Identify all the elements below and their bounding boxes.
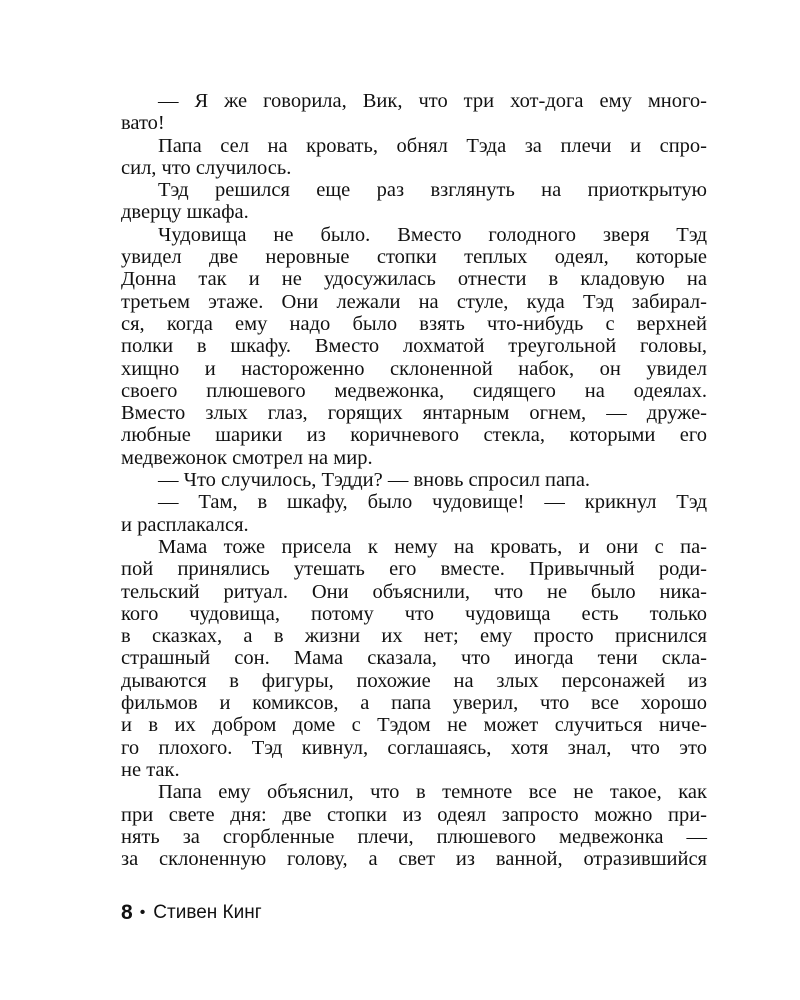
text-line: хищно и настороженно склоненной набок, он увидел	[121, 357, 707, 380]
text-line: — Что случилось, Тэдди? — вновь спросил папа.	[158, 469, 591, 492]
text-line: при свете дня: две стопки из одеял запросто можно при-	[121, 803, 707, 826]
text-line: фильмов и комиксов, а папа уверил, что все хорошо	[121, 692, 707, 715]
text-line: кого чудовища, потому что чудовища есть только	[121, 602, 707, 625]
text-line: ся, когда ему надо было взять что-нибудь с верхней	[121, 312, 707, 335]
text-line: и в их добром доме с Тэдом не может случиться ниче-	[121, 714, 707, 737]
text-line: вато!	[121, 112, 165, 135]
text-line: дываются в фигуры, похожие на злых персонажей из	[121, 669, 707, 692]
text-line: не так.	[121, 758, 180, 781]
text-line: нять за сгорбленные плечи, плюшевого медвежонка —	[121, 825, 707, 848]
page-footer	[121, 901, 262, 925]
text-line: страшный сон. Мама сказала, что иногда тени скла-	[121, 647, 707, 670]
page-number: 8	[121, 901, 133, 924]
text-line: увидел две неровные стопки теплых одеял, которые	[121, 246, 707, 269]
text-line: пой принялись утешать его вместе. Привычный роди-	[121, 558, 707, 581]
text-line: Мама тоже присела к нему на кровать, и они с па-	[158, 535, 707, 558]
text-line: Папа ему объяснил, что в темноте все не такое, как	[158, 781, 707, 804]
text-line: — Я же говорила, Вик, что три хот-дога ему много-	[158, 90, 707, 112]
text-line: любные шарики из коричневого стекла, которыми его	[121, 424, 707, 447]
text-line: дверцу шкафа.	[121, 201, 249, 224]
text-line: го плохого. Тэд кивнул, соглашаясь, хотя знал, что это	[121, 736, 707, 759]
text-line: — Там, в шкафу, было чудовище! — крикнул Тэд	[158, 491, 707, 514]
text-line: в сказках, а в жизни их нет; ему просто приснился	[121, 625, 707, 648]
text-line: Папа сел на кровать, обнял Тэда за плечи и спро-	[158, 134, 707, 157]
text-line: Донна так и не удосужилась отнести в кладовую на	[121, 268, 707, 291]
text-line: Чудовища не было. Вместо голодного зверя Тэд	[158, 223, 707, 246]
body-text	[121, 90, 707, 870]
text-line: сил, что случилось.	[121, 156, 292, 179]
bullet-separator: •	[139, 904, 146, 921]
text-line: полки в шкафу. Вместо лохматой треугольной головы,	[121, 335, 707, 358]
text-line: третьем этаже. Они лежали на стуле, куда Тэд забирал-	[121, 290, 707, 313]
text-line: тельский ритуал. Они объяснили, что не было ника-	[121, 580, 707, 603]
text-line: медвежонок смотрел на мир.	[121, 446, 373, 469]
text-line: за склоненную голову, а свет из ванной, отразившийся	[121, 848, 707, 871]
text-line: и расплакался.	[121, 513, 249, 536]
text-line: Вместо злых глаз, горящих янтарным огнем, — друже-	[121, 402, 707, 425]
text-line: своего плюшевого медвежонка, сидящего на одеялах.	[121, 379, 707, 402]
text-line: Тэд решился еще раз взглянуть на приоткрытую	[158, 179, 707, 202]
running-head-author: Стивен Кинг	[153, 902, 262, 923]
